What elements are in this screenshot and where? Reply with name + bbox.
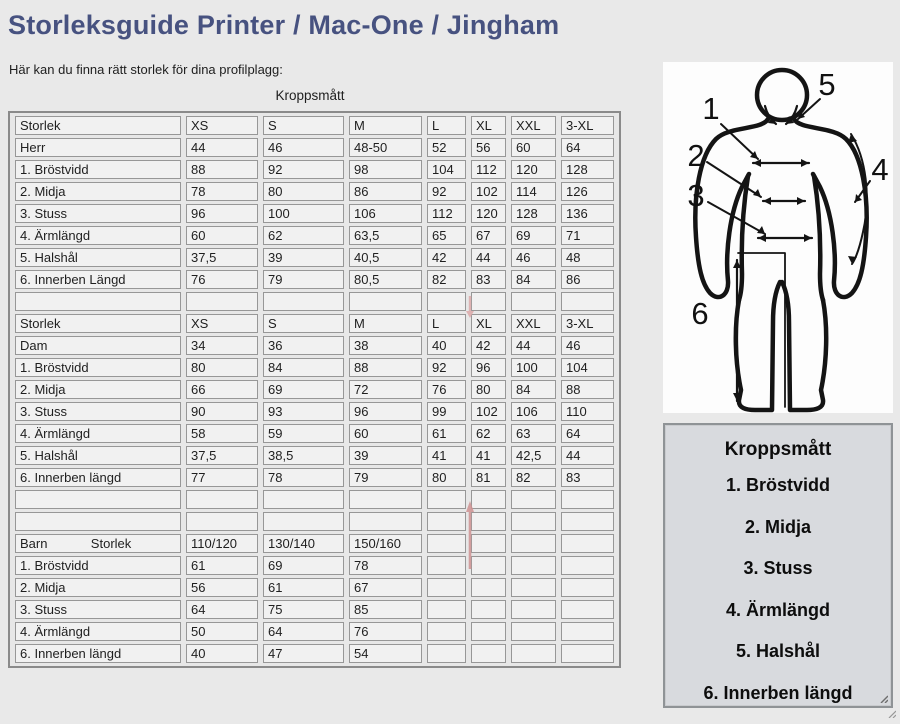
- table-cell: XL: [471, 314, 506, 333]
- table-row: [15, 138, 614, 157]
- table-cell: 130/140: [263, 534, 344, 553]
- table-cell: 120: [471, 204, 506, 223]
- table-cell: [186, 512, 258, 531]
- table-cell: [15, 490, 181, 509]
- table-cell: 104: [427, 160, 466, 179]
- page-corner-resize-icon: [886, 708, 896, 718]
- table-cell: 48: [561, 248, 614, 267]
- table-cell: [427, 622, 466, 641]
- table-cell: 62: [263, 226, 344, 245]
- table-cell: [471, 600, 506, 619]
- table-cell: Herr: [15, 138, 181, 157]
- table-cell: XS: [186, 116, 258, 135]
- table-cell: 82: [511, 468, 556, 487]
- table-cell: 44: [511, 336, 556, 355]
- table-cell: 69: [263, 556, 344, 575]
- table-cell: [349, 292, 422, 311]
- table-cell: 6. Innerben längd: [15, 468, 181, 487]
- table-cell: 110: [561, 402, 614, 421]
- table-cell: 69: [511, 226, 556, 245]
- table-cell: 76: [427, 380, 466, 399]
- table-row: [15, 292, 614, 311]
- table-cell: 99: [427, 402, 466, 421]
- legend-item: 6. Innerben längd: [703, 682, 853, 703]
- table-cell: [471, 556, 506, 575]
- table-cell: 50: [186, 622, 258, 641]
- table-cell: 5. Halshål: [15, 248, 181, 267]
- table-cell: 67: [471, 226, 506, 245]
- table-cell: [427, 644, 466, 663]
- table-cell: 2. Midja: [15, 182, 181, 201]
- table-cell: 110/120: [186, 534, 258, 553]
- table-cell: [427, 534, 466, 553]
- legend-item: 5. Halshål: [735, 641, 821, 661]
- table-cell: 64: [561, 424, 614, 443]
- table-cell: [427, 490, 466, 509]
- figure-head: [757, 70, 807, 120]
- table-cell: 120: [511, 160, 556, 179]
- table-cell: 38,5: [263, 446, 344, 465]
- table-row: [15, 490, 614, 509]
- table-cell: 75: [263, 600, 344, 619]
- table-cell: [511, 292, 556, 311]
- table-cell: Dam: [15, 336, 181, 355]
- table-cell: 104: [561, 358, 614, 377]
- table-cell: 1. Bröstvidd: [15, 160, 181, 179]
- table-row: [15, 116, 614, 135]
- table-cell: [471, 512, 506, 531]
- table-cell: 78: [349, 556, 422, 575]
- table-cell: 3-XL: [561, 116, 614, 135]
- table-cell: 77: [186, 468, 258, 487]
- legend-item: 4. Ärmlängd: [725, 599, 831, 620]
- legend-title: Kroppsmått: [724, 439, 832, 460]
- table-cell: 80,5: [349, 270, 422, 289]
- legend-box: [663, 423, 893, 708]
- table-cell: [263, 292, 344, 311]
- table-cell: 3. Stuss: [15, 600, 181, 619]
- table-cell: [511, 600, 556, 619]
- table-cell: 96: [349, 402, 422, 421]
- table-cell: 42,5: [511, 446, 556, 465]
- table-cell: 62: [471, 424, 506, 443]
- table-cell: [15, 512, 181, 531]
- table-cell: 46: [511, 248, 556, 267]
- table-row: [15, 182, 614, 201]
- label-3: 3: [687, 178, 705, 213]
- table-cell: 83: [561, 468, 614, 487]
- table-cell: 44: [471, 248, 506, 267]
- table-row: [15, 226, 614, 245]
- table-cell: 46: [561, 336, 614, 355]
- table-cell: 102: [471, 402, 506, 421]
- table-cell: 37,5: [186, 248, 258, 267]
- table-row: [15, 314, 614, 333]
- table-cell: 56: [186, 578, 258, 597]
- table-cell: 150/160: [349, 534, 422, 553]
- table-row: [15, 270, 614, 289]
- table-cell: 48-50: [349, 138, 422, 157]
- table-cell: 98: [349, 160, 422, 179]
- table-row: [15, 402, 614, 421]
- table-row: [15, 336, 614, 355]
- table-cell: [349, 512, 422, 531]
- table-cell: [15, 292, 181, 311]
- table-row: [15, 248, 614, 267]
- table-cell: 71: [561, 226, 614, 245]
- table-cell: 96: [186, 204, 258, 223]
- table-cell: 69: [263, 380, 344, 399]
- figure-panel: [663, 62, 893, 413]
- table-cell: [561, 644, 614, 663]
- body-measurement-figure: [663, 62, 893, 413]
- table-cell: 41: [471, 446, 506, 465]
- table-cell: 46: [263, 138, 344, 157]
- table-cell: 136: [561, 204, 614, 223]
- table-cell: 96: [471, 358, 506, 377]
- table-cell: 42: [427, 248, 466, 267]
- table-cell: 83: [471, 270, 506, 289]
- table-cell: [263, 490, 344, 509]
- table-cell: 5. Halshål: [15, 446, 181, 465]
- table-row: [15, 468, 614, 487]
- table-cell: [511, 534, 556, 553]
- table-cell: 128: [561, 160, 614, 179]
- table-cell: [511, 578, 556, 597]
- table-cell: 34: [186, 336, 258, 355]
- table-cell: [511, 556, 556, 575]
- table-cell: 61: [427, 424, 466, 443]
- table-cell: [561, 600, 614, 619]
- table-cell: 38: [349, 336, 422, 355]
- legend-list: [665, 465, 891, 714]
- table-cell: 40: [186, 644, 258, 663]
- table-cell: [471, 292, 506, 311]
- table-row: [15, 204, 614, 223]
- table-cell: XS: [186, 314, 258, 333]
- table-cell: 76: [186, 270, 258, 289]
- label-1: 1: [702, 91, 720, 126]
- table-cell: 84: [511, 380, 556, 399]
- table-cell: 44: [561, 446, 614, 465]
- table-row: [15, 512, 614, 531]
- table-cell: 41: [427, 446, 466, 465]
- table-cell: 58: [186, 424, 258, 443]
- table-cell: 65: [427, 226, 466, 245]
- table-row: [15, 556, 614, 575]
- table-cell: 37,5: [186, 446, 258, 465]
- table-cell: 60: [511, 138, 556, 157]
- table-cell: 126: [561, 182, 614, 201]
- table-cell: 85: [349, 600, 422, 619]
- table-cell: [561, 622, 614, 641]
- table-row: [15, 622, 614, 641]
- table-row: [15, 380, 614, 399]
- table-cell: [186, 490, 258, 509]
- table-cell: L: [427, 314, 466, 333]
- table-cell: [471, 622, 506, 641]
- legend-item: 2. Midja: [744, 516, 811, 537]
- table-cell: 60: [186, 226, 258, 245]
- table-cell: [561, 490, 614, 509]
- table-cell: 4. Ärmlängd: [15, 424, 181, 443]
- table-cell: 88: [186, 160, 258, 179]
- table-cell: 102: [471, 182, 506, 201]
- table-cell: [471, 534, 506, 553]
- label-5: 5: [818, 67, 836, 102]
- table-cell: 6. Innerben Längd: [15, 270, 181, 289]
- table-cell: [186, 292, 258, 311]
- table-cell: 72: [349, 380, 422, 399]
- table-cell: 114: [511, 182, 556, 201]
- table-cell: [349, 490, 422, 509]
- table-cell: 4. Ärmlängd: [15, 226, 181, 245]
- table-cell: [471, 644, 506, 663]
- table-cell: 100: [511, 358, 556, 377]
- table-cell: 36: [263, 336, 344, 355]
- table-row: [15, 358, 614, 377]
- table-row: [15, 424, 614, 443]
- table-cell: M: [349, 116, 422, 135]
- resize-grip-icon[interactable]: [878, 693, 888, 703]
- table-cell: 90: [186, 402, 258, 421]
- table-cell: XL: [471, 116, 506, 135]
- table-cell: 54: [349, 644, 422, 663]
- table-cell: 112: [471, 160, 506, 179]
- table-cell: 84: [263, 358, 344, 377]
- table-cell: 81: [471, 468, 506, 487]
- table-row: [15, 578, 614, 597]
- table-row: [15, 534, 614, 553]
- table-cell: S: [263, 314, 344, 333]
- table-cell: 42: [471, 336, 506, 355]
- table-row: [15, 160, 614, 179]
- table-cell: 1. Bröstvidd: [15, 358, 181, 377]
- table-cell: 86: [349, 182, 422, 201]
- table-cell: 92: [427, 358, 466, 377]
- table-cell: 64: [186, 600, 258, 619]
- table-cell: 80: [186, 358, 258, 377]
- table-cell: 39: [263, 248, 344, 267]
- table-cell: 59: [263, 424, 344, 443]
- table-cell: 88: [349, 358, 422, 377]
- table-cell: 67: [349, 578, 422, 597]
- table-row: [15, 600, 614, 619]
- legend-item: 1. Bröstvidd: [725, 475, 831, 495]
- table-cell: S: [263, 116, 344, 135]
- table-cell: M: [349, 314, 422, 333]
- table-cell: [561, 578, 614, 597]
- table-cell: 106: [349, 204, 422, 223]
- table-cell: [511, 622, 556, 641]
- table-cell: Barn Storlek: [15, 534, 181, 553]
- table-cell: 47: [263, 644, 344, 663]
- table-cell: 3. Stuss: [15, 402, 181, 421]
- table-cell: 39: [349, 446, 422, 465]
- table-cell: 80: [263, 182, 344, 201]
- table-cell: 40,5: [349, 248, 422, 267]
- table-cell: 52: [427, 138, 466, 157]
- label-6: 6: [691, 296, 709, 331]
- table-cell: 44: [186, 138, 258, 157]
- table-cell: 4. Ärmlängd: [15, 622, 181, 641]
- table-cell: [471, 490, 506, 509]
- table-cell: 78: [263, 468, 344, 487]
- table-cell: [561, 556, 614, 575]
- table-cell: 3. Stuss: [15, 204, 181, 223]
- table-cell: [561, 292, 614, 311]
- table-cell: Storlek: [15, 314, 181, 333]
- table-row: [15, 644, 614, 663]
- table-cell: 61: [186, 556, 258, 575]
- table-cell: 2. Midja: [15, 578, 181, 597]
- table-cell: 66: [186, 380, 258, 399]
- table-cell: 1. Bröstvidd: [15, 556, 181, 575]
- table-cell: Storlek: [15, 116, 181, 135]
- label-2: 2: [687, 138, 705, 173]
- table-cell: 92: [427, 182, 466, 201]
- table-cell: 80: [471, 380, 506, 399]
- table-cell: 6. Innerben längd: [15, 644, 181, 663]
- page-subtitle: Här kan du finna rätt storlek för dina profilplagg:: [9, 62, 283, 77]
- size-table: [8, 111, 621, 668]
- table-cell: 128: [511, 204, 556, 223]
- table-cell: 112: [427, 204, 466, 223]
- table-cell: [471, 578, 506, 597]
- table-cell: 100: [263, 204, 344, 223]
- label-4: 4: [871, 152, 889, 187]
- table-cell: 3-XL: [561, 314, 614, 333]
- table-cell: 64: [561, 138, 614, 157]
- table-cell: 84: [511, 270, 556, 289]
- table-cell: L: [427, 116, 466, 135]
- table-cell: 79: [349, 468, 422, 487]
- table-cell: [561, 512, 614, 531]
- table-cell: 2. Midja: [15, 380, 181, 399]
- table-cell: [511, 644, 556, 663]
- table-cell: [511, 490, 556, 509]
- table-cell: 86: [561, 270, 614, 289]
- table-cell: 76: [349, 622, 422, 641]
- table-cell: 106: [511, 402, 556, 421]
- table-cell: [427, 556, 466, 575]
- table-caption: Kroppsmått: [275, 88, 345, 103]
- table-cell: 82: [427, 270, 466, 289]
- table-cell: 92: [263, 160, 344, 179]
- table-cell: 60: [349, 424, 422, 443]
- table-cell: 64: [263, 622, 344, 641]
- table-cell: 61: [263, 578, 344, 597]
- table-cell: 79: [263, 270, 344, 289]
- table-cell: [561, 534, 614, 553]
- table-cell: [263, 512, 344, 531]
- table-row: [15, 446, 614, 465]
- table-cell: 40: [427, 336, 466, 355]
- table-cell: 63,5: [349, 226, 422, 245]
- table-cell: 93: [263, 402, 344, 421]
- table-cell: 78: [186, 182, 258, 201]
- table-cell: XXL: [511, 314, 556, 333]
- table-cell: 63: [511, 424, 556, 443]
- page-title: Storleksguide Printer / Mac-One / Jingham: [8, 10, 560, 40]
- table-cell: 56: [471, 138, 506, 157]
- table-cell: XXL: [511, 116, 556, 135]
- table-cell: [511, 512, 556, 531]
- arrowheads: [733, 111, 862, 401]
- table-cell: [427, 512, 466, 531]
- table-cell: 80: [427, 468, 466, 487]
- legend-item: 3. Stuss: [743, 558, 813, 578]
- table-cell: 88: [561, 380, 614, 399]
- table-cell: [427, 578, 466, 597]
- table-cell: [427, 292, 466, 311]
- table-cell: [427, 600, 466, 619]
